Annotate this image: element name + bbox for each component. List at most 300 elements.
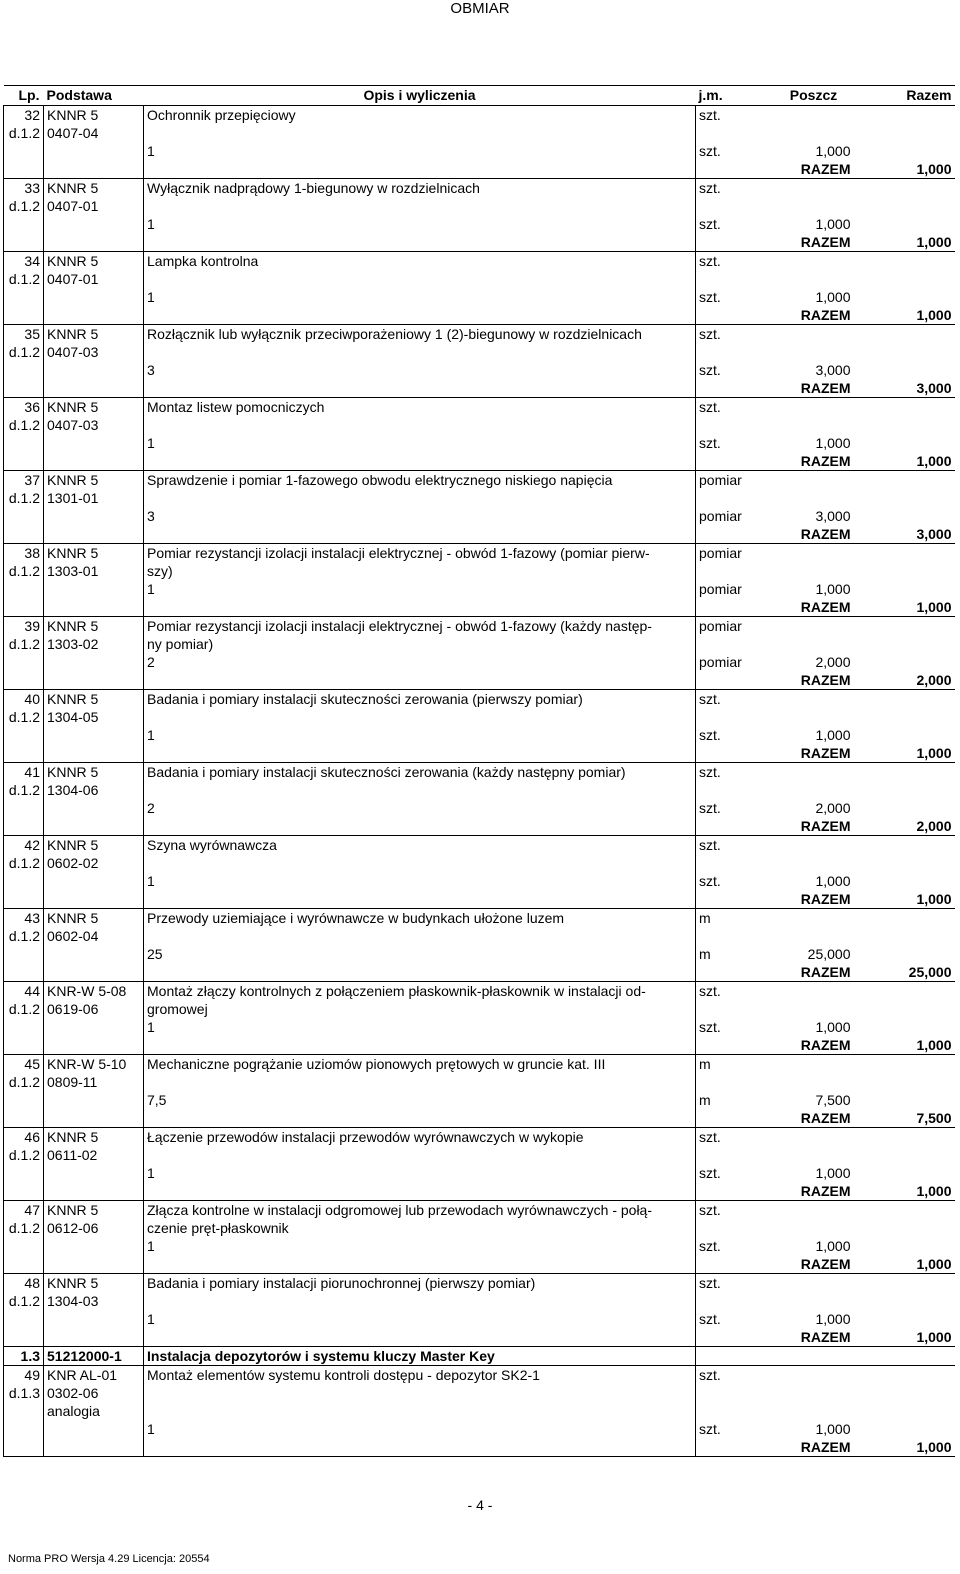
position-chapter: d.1.2 bbox=[4, 1000, 44, 1018]
spacer-cell bbox=[4, 507, 44, 525]
spacer-cell bbox=[4, 726, 44, 744]
position-row-2 bbox=[4, 854, 955, 872]
razem-row bbox=[4, 1036, 955, 1055]
spacer-cell bbox=[144, 197, 696, 215]
razem-cell bbox=[854, 617, 955, 636]
basis-code: KNNR 5 bbox=[44, 106, 144, 125]
spacer-cell bbox=[144, 1255, 696, 1274]
spacer-cell bbox=[774, 708, 854, 726]
unit-label: m bbox=[699, 910, 711, 926]
position-chapter: d.1.2 bbox=[4, 1146, 44, 1164]
position-row-2 bbox=[4, 927, 955, 945]
position-row-2 bbox=[4, 270, 955, 288]
spacer-cell bbox=[774, 343, 854, 361]
spacer-cell bbox=[4, 361, 44, 379]
spacer-cell bbox=[44, 1310, 144, 1328]
spacer-cell bbox=[144, 781, 696, 799]
position-description: Pomiar rezystancji izolacji instalacji elektrycznej - obwód 1-fazowy (pomiar pierw- bbox=[144, 544, 696, 563]
spacer-cell bbox=[854, 1073, 955, 1091]
spacer-cell bbox=[854, 945, 955, 963]
poszcz-cell bbox=[774, 1201, 854, 1220]
spacer-cell bbox=[854, 653, 955, 671]
calc-row bbox=[4, 434, 955, 452]
spacer-cell bbox=[854, 1000, 955, 1018]
spacer-cell bbox=[854, 270, 955, 288]
basis-catalog: 0612-06 bbox=[44, 1219, 144, 1237]
spacer-cell bbox=[854, 1310, 955, 1328]
position-row-2 bbox=[4, 124, 955, 142]
calc-row bbox=[4, 1237, 955, 1255]
razem-value: 1,000 bbox=[854, 1438, 955, 1457]
razem-label: RAZEM bbox=[696, 963, 854, 982]
spacer-cell bbox=[4, 1237, 44, 1255]
basis-code: KNNR 5 bbox=[44, 325, 144, 344]
basis-catalog: 1304-03 bbox=[44, 1292, 144, 1310]
spacer-cell bbox=[774, 197, 854, 215]
position-row-2 bbox=[4, 1146, 955, 1164]
spacer-cell bbox=[44, 288, 144, 306]
calc-unit: szt. bbox=[699, 727, 721, 743]
spacer-cell bbox=[4, 1018, 44, 1036]
position-description: Sprawdzenie i pomiar 1-fazowego obwodu elektrycznego niskiego napięcia bbox=[144, 471, 696, 490]
spacer-cell bbox=[144, 1109, 696, 1128]
spacer-cell bbox=[44, 1438, 144, 1457]
calc-expression: 7,5 bbox=[144, 1091, 696, 1109]
spacer-cell bbox=[854, 708, 955, 726]
calc-unit: szt. bbox=[699, 1421, 721, 1437]
razem-row bbox=[4, 671, 955, 690]
position-number: 42 bbox=[4, 836, 44, 855]
calc-expression: 1 bbox=[144, 1420, 696, 1438]
position-number: 34 bbox=[4, 252, 44, 271]
razem-row bbox=[4, 1328, 955, 1347]
basis-catalog: 0407-01 bbox=[44, 270, 144, 288]
page-title: OBMIAR bbox=[450, 0, 510, 17]
calc-value: 7,500 bbox=[815, 1092, 851, 1108]
calc-value: 1,000 bbox=[815, 143, 851, 159]
razem-cell bbox=[854, 252, 955, 271]
spacer-cell bbox=[774, 1347, 854, 1366]
spacer-cell bbox=[4, 872, 44, 890]
razem-label: RAZEM bbox=[696, 1328, 854, 1347]
spacer-cell bbox=[774, 124, 854, 142]
position-chapter: d.1.2 bbox=[4, 927, 44, 945]
position-chapter: d.1.3 bbox=[4, 1384, 44, 1402]
col-lp-header: Lp. bbox=[4, 86, 44, 106]
basis-catalog: 0809-11 bbox=[44, 1073, 144, 1091]
basis-catalog: 0407-01 bbox=[44, 197, 144, 215]
position-chapter: d.1.2 bbox=[4, 124, 44, 142]
position-row-2 bbox=[4, 416, 955, 434]
calc-expression: 1 bbox=[144, 872, 696, 890]
spacer-cell bbox=[854, 635, 955, 653]
calc-row bbox=[4, 1164, 955, 1182]
spacer-cell bbox=[854, 726, 955, 744]
razem-row bbox=[4, 598, 955, 617]
spacer-cell bbox=[144, 927, 696, 945]
calc-row bbox=[4, 726, 955, 744]
spacer-cell bbox=[44, 142, 144, 160]
spacer-cell bbox=[4, 890, 44, 909]
razem-label: RAZEM bbox=[696, 233, 854, 252]
basis-code: KNNR 5 bbox=[44, 1201, 144, 1220]
col-jm-header: j.m. bbox=[696, 86, 774, 106]
unit-label: szt. bbox=[699, 983, 721, 999]
razem-label: RAZEM bbox=[696, 525, 854, 544]
spacer-cell bbox=[44, 1255, 144, 1274]
spacer-cell bbox=[144, 379, 696, 398]
spacer-cell bbox=[44, 215, 144, 233]
footer-license: Norma PRO Wersja 4.29 Licencja: 20554 bbox=[8, 1553, 210, 1565]
calc-expression: 25 bbox=[144, 945, 696, 963]
spacer-cell bbox=[44, 525, 144, 544]
razem-value: 7,500 bbox=[854, 1109, 955, 1128]
position-description: Badania i pomiary instalacji skuteczności zerowania (pierwszy pomiar) bbox=[144, 690, 696, 709]
spacer-cell bbox=[44, 306, 144, 325]
spacer-cell bbox=[854, 872, 955, 890]
basis-catalog: 0407-03 bbox=[44, 343, 144, 361]
poszcz-cell bbox=[774, 909, 854, 928]
razem-value: 1,000 bbox=[854, 233, 955, 252]
position-row bbox=[4, 1274, 955, 1293]
calc-expression: 2 bbox=[144, 653, 696, 671]
spacer-cell bbox=[854, 343, 955, 361]
calc-expression: 1 bbox=[144, 580, 696, 598]
page-number: - 4 - bbox=[467, 1497, 493, 1513]
position-row bbox=[4, 836, 955, 855]
position-row bbox=[4, 617, 955, 636]
razem-cell bbox=[854, 690, 955, 709]
spacer-cell bbox=[774, 1402, 854, 1420]
spacer-cell bbox=[44, 507, 144, 525]
calc-expression: 1 bbox=[144, 1237, 696, 1255]
calc-value: 1,000 bbox=[815, 1421, 851, 1437]
calc-expression: 1 bbox=[144, 726, 696, 744]
spacer-cell bbox=[774, 562, 854, 580]
calc-value: 2,000 bbox=[815, 654, 851, 670]
calc-unit: pomiar bbox=[699, 654, 742, 670]
table-header-row bbox=[4, 86, 955, 106]
basis-catalog: 0602-02 bbox=[44, 854, 144, 872]
position-description: Badania i pomiary instalacji skuteczności zerowania (każdy następny pomiar) bbox=[144, 763, 696, 782]
poszcz-cell bbox=[774, 1274, 854, 1293]
spacer-cell bbox=[44, 653, 144, 671]
position-row bbox=[4, 1366, 955, 1385]
spacer-cell bbox=[144, 1384, 696, 1402]
calc-value: 1,000 bbox=[815, 873, 851, 889]
spacer-cell bbox=[854, 1219, 955, 1237]
spacer-cell bbox=[854, 1366, 955, 1385]
unit-label: pomiar bbox=[699, 545, 742, 561]
position-number: 32 bbox=[4, 106, 44, 125]
razem-row bbox=[4, 817, 955, 836]
section-row bbox=[4, 1347, 955, 1366]
position-number: 45 bbox=[4, 1055, 44, 1074]
calc-expression: 1 bbox=[144, 288, 696, 306]
razem-label: RAZEM bbox=[696, 598, 854, 617]
spacer-cell bbox=[4, 1310, 44, 1328]
basis-catalog: 0302-06 bbox=[44, 1384, 144, 1402]
spacer-cell bbox=[4, 452, 44, 471]
razem-cell bbox=[854, 836, 955, 855]
table-body bbox=[4, 106, 955, 1457]
poszcz-cell bbox=[774, 179, 854, 198]
spacer-cell bbox=[696, 1073, 774, 1091]
spacer-cell bbox=[144, 744, 696, 763]
spacer-cell bbox=[854, 288, 955, 306]
position-row bbox=[4, 544, 955, 563]
calc-row bbox=[4, 945, 955, 963]
spacer-cell bbox=[774, 1366, 854, 1385]
position-number: 48 bbox=[4, 1274, 44, 1293]
spacer-cell bbox=[44, 1328, 144, 1347]
razem-value: 3,000 bbox=[854, 379, 955, 398]
spacer-cell bbox=[774, 1146, 854, 1164]
spacer-cell bbox=[4, 1255, 44, 1274]
razem-row bbox=[4, 1109, 955, 1128]
position-chapter: d.1.2 bbox=[4, 854, 44, 872]
razem-cell bbox=[854, 982, 955, 1001]
spacer-cell bbox=[854, 1018, 955, 1036]
basis-catalog: 0611-02 bbox=[44, 1146, 144, 1164]
spacer-cell bbox=[144, 489, 696, 507]
razem-row bbox=[4, 1438, 955, 1457]
calc-unit: szt. bbox=[699, 143, 721, 159]
position-description-cont: gromowej bbox=[144, 1000, 696, 1018]
spacer-cell bbox=[144, 854, 696, 872]
calc-expression: 1 bbox=[144, 215, 696, 233]
spacer-cell bbox=[854, 507, 955, 525]
spacer-cell bbox=[144, 708, 696, 726]
razem-label: RAZEM bbox=[696, 452, 854, 471]
spacer-cell bbox=[696, 854, 774, 872]
position-row bbox=[4, 252, 955, 271]
poszcz-cell bbox=[774, 325, 854, 344]
razem-value: 1,000 bbox=[854, 890, 955, 909]
calc-unit: szt. bbox=[699, 289, 721, 305]
position-row bbox=[4, 1055, 955, 1074]
position-row bbox=[4, 1201, 955, 1220]
razem-cell bbox=[854, 1055, 955, 1074]
spacer-cell bbox=[144, 452, 696, 471]
position-row-2 bbox=[4, 1384, 955, 1402]
position-row-2 bbox=[4, 1292, 955, 1310]
position-number: 36 bbox=[4, 398, 44, 417]
position-number: 43 bbox=[4, 909, 44, 928]
razem-row bbox=[4, 160, 955, 179]
spacer-cell bbox=[696, 489, 774, 507]
razem-label: RAZEM bbox=[696, 744, 854, 763]
razem-value: 1,000 bbox=[854, 452, 955, 471]
spacer-cell bbox=[4, 142, 44, 160]
poszcz-cell bbox=[774, 1055, 854, 1074]
spacer-cell bbox=[4, 160, 44, 179]
razem-value: 1,000 bbox=[854, 598, 955, 617]
spacer-cell bbox=[696, 124, 774, 142]
calc-unit: m bbox=[699, 1092, 711, 1108]
basis-code: KNR-W 5-10 bbox=[44, 1055, 144, 1074]
razem-value: 1,000 bbox=[854, 306, 955, 325]
spacer-cell bbox=[4, 963, 44, 982]
spacer-cell bbox=[854, 580, 955, 598]
razem-row bbox=[4, 744, 955, 763]
spacer-cell bbox=[44, 671, 144, 690]
spacer-cell bbox=[854, 799, 955, 817]
calc-row bbox=[4, 580, 955, 598]
razem-cell bbox=[854, 106, 955, 125]
calc-row bbox=[4, 507, 955, 525]
spacer-cell bbox=[44, 1091, 144, 1109]
spacer-cell bbox=[4, 1328, 44, 1347]
spacer-cell bbox=[4, 306, 44, 325]
spacer-cell bbox=[4, 1036, 44, 1055]
spacer-cell bbox=[854, 1402, 955, 1420]
spacer-cell bbox=[44, 1109, 144, 1128]
basis-note: analogia bbox=[44, 1402, 144, 1420]
position-description: Montaz listew pomocniczych bbox=[144, 398, 696, 417]
spacer-cell bbox=[144, 343, 696, 361]
spacer-cell bbox=[854, 434, 955, 452]
spacer-cell bbox=[854, 142, 955, 160]
calc-unit: szt. bbox=[699, 362, 721, 378]
razem-cell bbox=[854, 325, 955, 344]
spacer-cell bbox=[44, 361, 144, 379]
razem-label: RAZEM bbox=[696, 817, 854, 836]
unit-label: m bbox=[699, 1056, 711, 1072]
calc-value: 3,000 bbox=[815, 362, 851, 378]
unit-label: szt. bbox=[699, 1129, 721, 1145]
spacer-cell bbox=[44, 872, 144, 890]
position-row-3 bbox=[4, 1402, 955, 1420]
spacer-cell bbox=[774, 854, 854, 872]
spacer-cell bbox=[4, 525, 44, 544]
spacer-cell bbox=[854, 1420, 955, 1438]
calc-expression: 1 bbox=[144, 142, 696, 160]
spacer-cell bbox=[44, 963, 144, 982]
razem-label: RAZEM bbox=[696, 379, 854, 398]
position-chapter: d.1.2 bbox=[4, 1292, 44, 1310]
calc-row bbox=[4, 288, 955, 306]
col-podstawa-header: Podstawa bbox=[44, 86, 144, 106]
basis-code: KNNR 5 bbox=[44, 398, 144, 417]
spacer-cell bbox=[4, 1091, 44, 1109]
spacer-cell bbox=[4, 288, 44, 306]
spacer-cell bbox=[696, 1219, 774, 1237]
razem-cell bbox=[854, 1274, 955, 1293]
basis-catalog: 0619-06 bbox=[44, 1000, 144, 1018]
position-row-2 bbox=[4, 489, 955, 507]
razem-value: 1,000 bbox=[854, 160, 955, 179]
position-row bbox=[4, 471, 955, 490]
razem-cell bbox=[854, 179, 955, 198]
spacer-cell bbox=[4, 653, 44, 671]
position-number: 47 bbox=[4, 1201, 44, 1220]
section-code: 51212000-1 bbox=[44, 1347, 144, 1366]
basis-catalog: 0407-03 bbox=[44, 416, 144, 434]
spacer-cell bbox=[44, 799, 144, 817]
spacer-cell bbox=[44, 1237, 144, 1255]
calc-unit: szt. bbox=[699, 1165, 721, 1181]
position-chapter: d.1.2 bbox=[4, 1073, 44, 1091]
calc-unit: szt. bbox=[699, 435, 721, 451]
position-description: Lampka kontrolna bbox=[144, 252, 696, 271]
position-number: 49 bbox=[4, 1366, 44, 1385]
spacer-cell bbox=[44, 160, 144, 179]
basis-code: KNR-W 5-08 bbox=[44, 982, 144, 1001]
calc-row bbox=[4, 361, 955, 379]
spacer-cell bbox=[44, 434, 144, 452]
spacer-cell bbox=[4, 671, 44, 690]
razem-label: RAZEM bbox=[696, 306, 854, 325]
basis-code: KNNR 5 bbox=[44, 544, 144, 563]
position-description: Wyłącznik nadprądowy 1-biegunowy w rozdzielnicach bbox=[144, 179, 696, 198]
razem-row bbox=[4, 306, 955, 325]
razem-cell bbox=[854, 763, 955, 782]
razem-value: 1,000 bbox=[854, 1036, 955, 1055]
spacer-cell bbox=[854, 197, 955, 215]
basis-code: KNNR 5 bbox=[44, 617, 144, 636]
position-number: 35 bbox=[4, 325, 44, 344]
spacer-cell bbox=[44, 452, 144, 471]
spacer-cell bbox=[4, 744, 44, 763]
spacer-cell bbox=[44, 1036, 144, 1055]
basis-code: KNNR 5 bbox=[44, 836, 144, 855]
calc-unit: pomiar bbox=[699, 581, 742, 597]
calc-expression: 2 bbox=[144, 799, 696, 817]
razem-label: RAZEM bbox=[696, 1036, 854, 1055]
position-description: Mechaniczne pogrążanie uziomów pionowych prętowych w gruncie kat. III bbox=[144, 1055, 696, 1074]
position-row-2 bbox=[4, 708, 955, 726]
poszcz-cell bbox=[774, 544, 854, 563]
position-row-2 bbox=[4, 635, 955, 653]
spacer-cell bbox=[144, 963, 696, 982]
calc-row bbox=[4, 142, 955, 160]
calc-row bbox=[4, 1018, 955, 1036]
razem-value: 2,000 bbox=[854, 817, 955, 836]
position-row-2 bbox=[4, 1073, 955, 1091]
calc-row bbox=[4, 653, 955, 671]
spacer-cell bbox=[774, 781, 854, 799]
position-chapter: d.1.2 bbox=[4, 416, 44, 434]
position-description: Ochronnik przepięciowy bbox=[144, 106, 696, 125]
spacer-cell bbox=[4, 1164, 44, 1182]
razem-value: 1,000 bbox=[854, 1182, 955, 1201]
position-chapter: d.1.2 bbox=[4, 708, 44, 726]
basis-code: KNNR 5 bbox=[44, 179, 144, 198]
calc-row bbox=[4, 872, 955, 890]
razem-cell bbox=[854, 471, 955, 490]
spacer-cell bbox=[44, 1182, 144, 1201]
position-row-2 bbox=[4, 1000, 955, 1018]
calc-unit: szt. bbox=[699, 1238, 721, 1254]
calc-value: 1,000 bbox=[815, 216, 851, 232]
calc-expression: 1 bbox=[144, 1310, 696, 1328]
spacer-cell bbox=[854, 1237, 955, 1255]
basis-code: KNNR 5 bbox=[44, 252, 144, 271]
basis-catalog: 1304-06 bbox=[44, 781, 144, 799]
spacer-cell bbox=[4, 434, 44, 452]
position-row bbox=[4, 398, 955, 417]
spacer-cell bbox=[696, 197, 774, 215]
poszcz-cell bbox=[774, 690, 854, 709]
spacer-cell bbox=[4, 233, 44, 252]
spacer-cell bbox=[696, 1000, 774, 1018]
basis-code: KNNR 5 bbox=[44, 471, 144, 490]
calc-value: 1,000 bbox=[815, 727, 851, 743]
unit-label: szt. bbox=[699, 180, 721, 196]
spacer-cell bbox=[854, 927, 955, 945]
calc-row bbox=[4, 1310, 955, 1328]
